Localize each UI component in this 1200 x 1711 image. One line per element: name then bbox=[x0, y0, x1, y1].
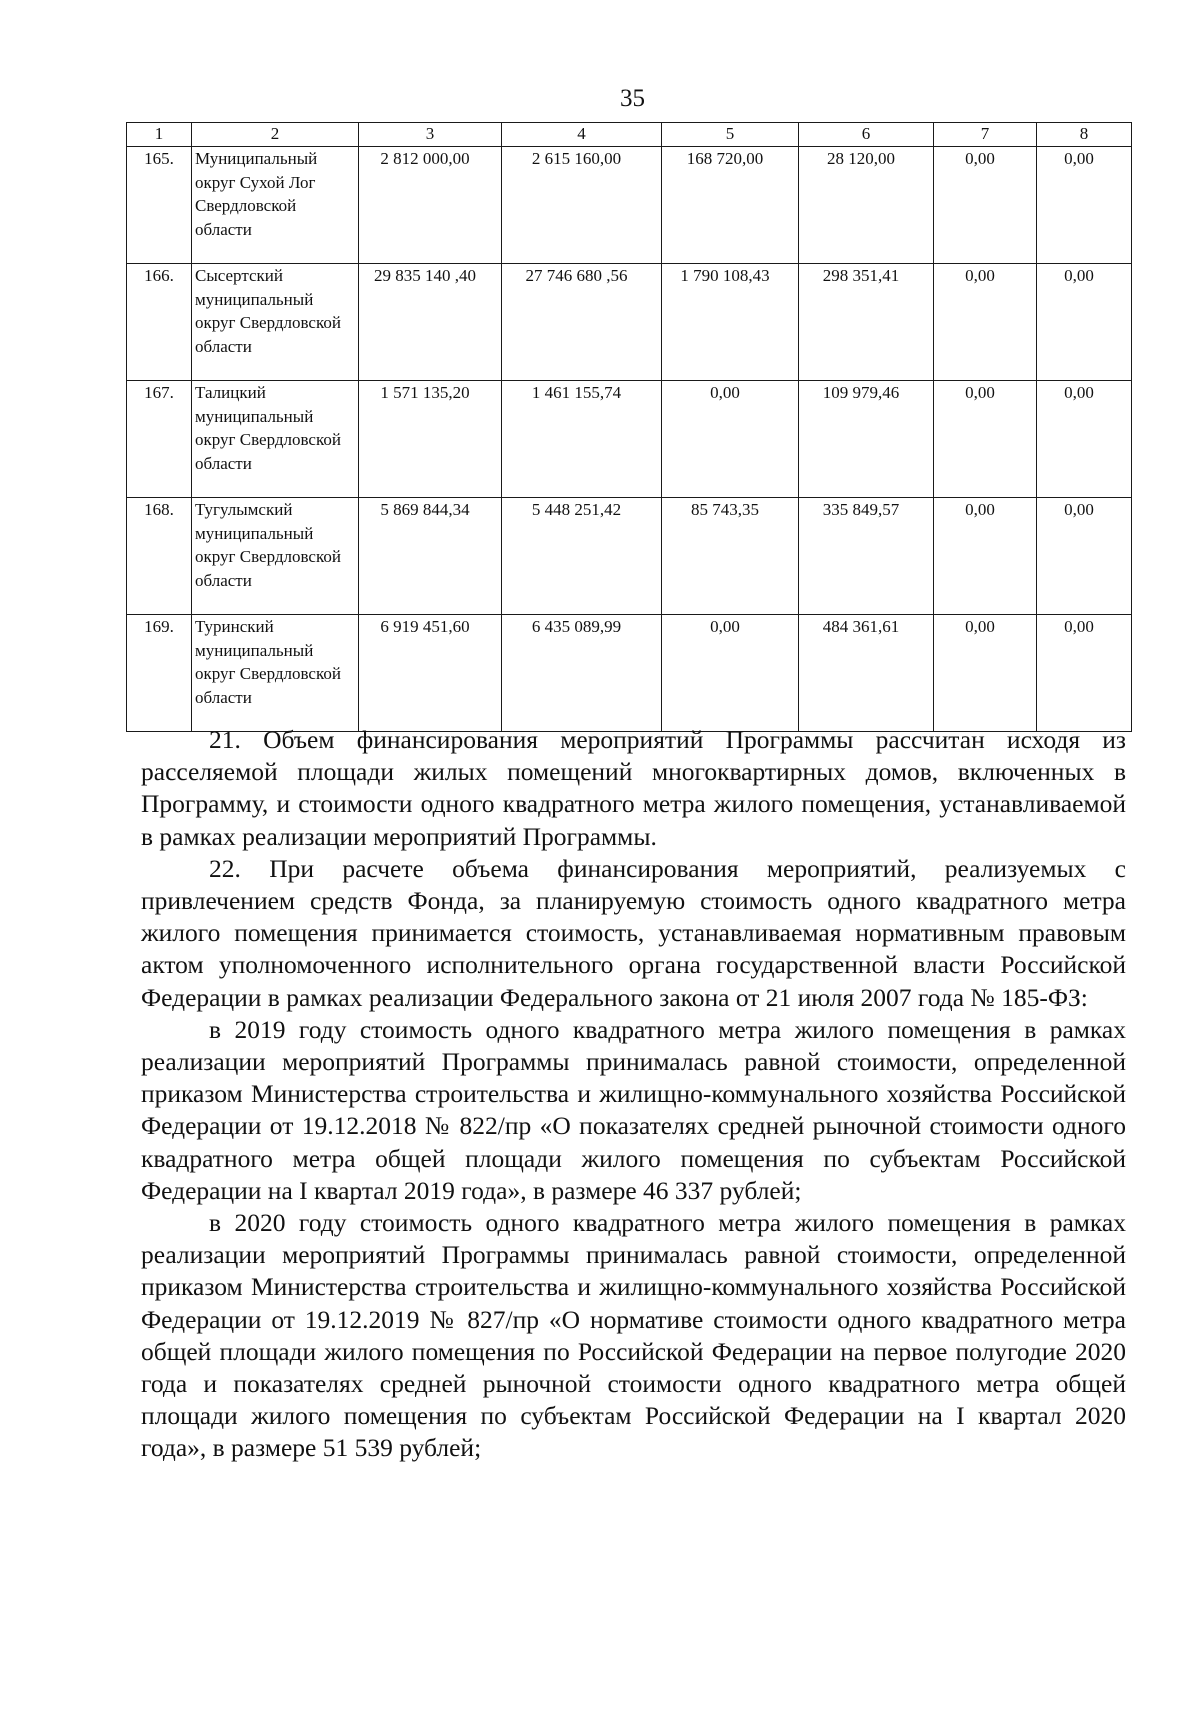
value-col-6: 28 120,00 bbox=[799, 147, 934, 264]
value-col-7: 0,00 bbox=[934, 147, 1037, 264]
value-col-4: 1 461 155,74 bbox=[502, 381, 662, 498]
column-header: 1 bbox=[127, 123, 192, 147]
paragraph-2019: в 2019 году стоимость одного квадратного метра жилого помещения в рамках реализации мероприятий Программы принималась равной стоимости, определенной приказом Министерства строительства и жилищно-коммунального хозяйства Российской Федерации от 19.12.2018 № 822/пр «О показателях средней рыночной стоимости одного квадратного метра общей площади жилого помещения по субъектам Российской Федерации на I квартал 2019 года», в размере 46 337 рублей; bbox=[141, 1014, 1126, 1205]
value-col-4: 6 435 089,99 bbox=[502, 615, 662, 732]
column-header: 4 bbox=[502, 123, 662, 147]
value-col-5: 0,00 bbox=[662, 381, 799, 498]
table-header-row bbox=[127, 123, 1132, 147]
value-col-3: 5 869 844,34 bbox=[359, 498, 502, 615]
value-col-6: 335 849,57 bbox=[799, 498, 934, 615]
row-number: 168. bbox=[127, 498, 192, 615]
value-col-8: 0,00 bbox=[1037, 498, 1132, 615]
value-col-8: 0,00 bbox=[1037, 381, 1132, 498]
value-col-5: 168 720,00 bbox=[662, 147, 799, 264]
table-row bbox=[127, 381, 1132, 498]
value-col-5: 85 743,35 bbox=[662, 498, 799, 615]
row-number: 169. bbox=[127, 615, 192, 732]
value-col-4: 5 448 251,42 bbox=[502, 498, 662, 615]
column-header: 7 bbox=[934, 123, 1037, 147]
table-row bbox=[127, 264, 1132, 381]
value-col-3: 29 835 140 ,40 bbox=[359, 264, 502, 381]
value-col-5: 1 790 108,43 bbox=[662, 264, 799, 381]
value-col-6: 298 351,41 bbox=[799, 264, 934, 381]
column-header: 6 bbox=[799, 123, 934, 147]
value-col-3: 1 571 135,20 bbox=[359, 381, 502, 498]
body-text bbox=[141, 724, 1126, 1465]
value-col-4: 2 615 160,00 bbox=[502, 147, 662, 264]
value-col-6: 109 979,46 bbox=[799, 381, 934, 498]
district-name: Тугулымский муниципальный округ Свердловской области bbox=[192, 498, 359, 615]
value-col-7: 0,00 bbox=[934, 615, 1037, 732]
district-name: Сысертский муниципальный округ Свердловской области bbox=[192, 264, 359, 381]
value-col-7: 0,00 bbox=[934, 498, 1037, 615]
page-number: 35 bbox=[620, 85, 645, 112]
table-row bbox=[127, 615, 1132, 732]
column-header: 5 bbox=[662, 123, 799, 147]
value-col-7: 0,00 bbox=[934, 381, 1037, 498]
value-col-8: 0,00 bbox=[1037, 147, 1132, 264]
funding-table bbox=[126, 122, 1132, 732]
value-col-3: 6 919 451,60 bbox=[359, 615, 502, 732]
table-row bbox=[127, 498, 1132, 615]
value-col-6: 484 361,61 bbox=[799, 615, 934, 732]
value-col-4: 27 746 680 ,56 bbox=[502, 264, 662, 381]
paragraph-22: 22. При расчете объема финансирования мероприятий, реализуемых с привлечением средств Фонда, за планируемую стоимость одного квадратного метра жилого помещения принимается стоимость, устанавливаемая нормативным правовым актом уполномоченного исполнительного органа государственной власти Российской Федерации в рамках реализации Федерального закона от 21 июля 2007 года № 185-ФЗ: bbox=[141, 853, 1126, 1012]
district-name: Талицкий муниципальный округ Свердловской области bbox=[192, 381, 359, 498]
column-header: 2 bbox=[192, 123, 359, 147]
row-number: 165. bbox=[127, 147, 192, 264]
paragraph-2020: в 2020 году стоимость одного квадратного метра жилого помещения в рамках реализации мероприятий Программы принималась равной стоимости, определенной приказом Министерства строительства и жилищно-коммунального хозяйства Российской Федерации от 19.12.2019 № 827/пр «О нормативе стоимости одного квадратного метра общей площади жилого помещения по Российской Федерации на первое полугодие 2020 года и показателях средней рыночной стоимости одного квадратного метра общей площади жилого помещения по субъектам Российской Федерации на I квартал 2020 года», в размере 51 539 рублей; bbox=[141, 1208, 1126, 1463]
paragraph-21: 21. Объем финансирования мероприятий Программы рассчитан исходя из расселяемой площади жилых помещений многоквартирных домов, включенных в Программу, и стоимости одного квадратного метра жилого помещения, устанавливаемой в рамках реализации мероприятий Программы. bbox=[141, 725, 1126, 851]
district-name: Муниципальный округ Сухой Лог Свердловской области bbox=[192, 147, 359, 264]
row-number: 166. bbox=[127, 264, 192, 381]
value-col-3: 2 812 000,00 bbox=[359, 147, 502, 264]
row-number: 167. bbox=[127, 381, 192, 498]
value-col-8: 0,00 bbox=[1037, 264, 1132, 381]
district-name: Туринский муниципальный округ Свердловской области bbox=[192, 615, 359, 732]
column-header: 8 bbox=[1037, 123, 1132, 147]
value-col-8: 0,00 bbox=[1037, 615, 1132, 732]
value-col-7: 0,00 bbox=[934, 264, 1037, 381]
value-col-5: 0,00 bbox=[662, 615, 799, 732]
table-row bbox=[127, 147, 1132, 264]
column-header: 3 bbox=[359, 123, 502, 147]
